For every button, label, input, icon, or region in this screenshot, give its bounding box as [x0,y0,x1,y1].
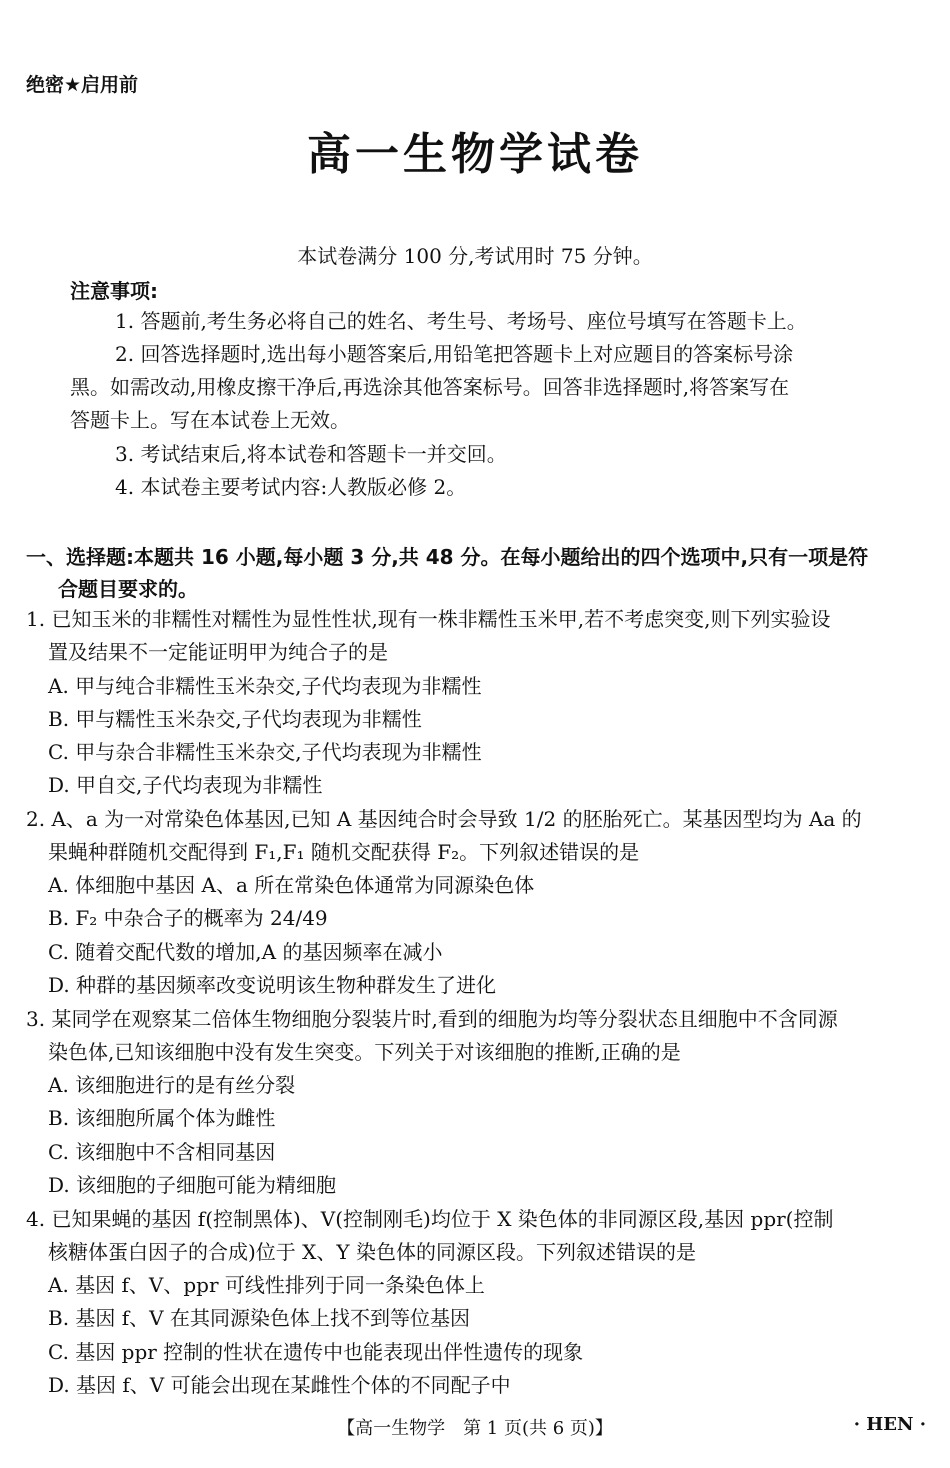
question-4-stem-cont: 核糖体蛋白因子的合成)位于 X、Y 染色体的同源区段。下列叙述错误的是 [48,1240,696,1264]
question-3-stem: 3. 某同学在观察某二倍体生物细胞分裂装片时,看到的细胞为均等分裂状态且细胞中不含同源 [26,1007,838,1031]
question-4-option-c: C. 基因 ppr 控制的性状在遗传中也能表现出伴性遗传的现象 [48,1340,584,1364]
notice-item-2-cont2: 答题卡上。写在本试卷上无效。 [70,408,350,432]
question-3-stem-cont: 染色体,已知该细胞中没有发生突变。下列关于对该细胞的推断,正确的是 [48,1040,681,1064]
question-1-stem-cont: 置及结果不一定能证明甲为纯合子的是 [48,640,388,664]
question-4-option-a: A. 基因 f、V、ppr 可线性排列于同一条染色体上 [48,1273,485,1297]
notice-item-1: 1. 答题前,考生务必将自己的姓名、考生号、考场号、座位号填写在答题卡上。 [115,309,807,333]
question-3-option-d: D. 该细胞的子细胞可能为精细胞 [48,1173,337,1197]
question-3-option-b: B. 该细胞所属个体为雌性 [48,1106,276,1130]
section-heading-cont: 合题目要求的。 [58,577,198,601]
question-1-option-c: C. 甲与杂合非糯性玉米杂交,子代均表现为非糯性 [48,740,482,764]
confidential-mark: 绝密★启用前 [26,74,139,96]
question-1-stem: 1. 已知玉米的非糯性对糯性为显性性状,现有一株非糯性玉米甲,若不考虑突变,则下列实验设 [26,607,831,631]
notice-heading: 注意事项: [70,279,158,303]
question-2-stem: 2. A、a 为一对常染色体基因,已知 A 基因纯合时会导致 1/2 的胚胎死亡。某基因型均为 Aa 的 [26,807,862,831]
exam-title: 高一生物学试卷 [307,129,643,180]
notice-item-4: 4. 本试卷主要考试内容:人教版必修 2。 [115,475,467,499]
section-heading: 一、选择题:本题共 16 小题,每小题 3 分,共 48 分。在每小题给出的四个选项中,只有一项是符 [26,545,869,569]
page-footer: 【高一生物学 第 1 页(共 6 页)】 [337,1418,613,1439]
question-3-option-c: C. 该细胞中不含相同基因 [48,1140,276,1164]
question-4-option-b: B. 基因 f、V 在其同源染色体上找不到等位基因 [48,1306,470,1330]
question-3-option-a: A. 该细胞进行的是有丝分裂 [48,1073,296,1097]
question-1-option-d: D. 甲自交,子代均表现为非糯性 [48,773,323,797]
notice-item-2-cont: 黑。如需改动,用橡皮擦干净后,再选涂其他答案标号。回答非选择题时,将答案写在 [70,375,790,399]
question-1-option-a: A. 甲与纯合非糯性玉米杂交,子代均表现为非糯性 [48,674,482,698]
footer-code: · HEN · [853,1414,926,1435]
notice-item-3: 3. 考试结束后,将本试卷和答题卡一并交回。 [115,442,507,466]
exam-subtitle: 本试卷满分 100 分,考试用时 75 分钟。 [297,244,653,268]
question-1-option-b: B. 甲与糯性玉米杂交,子代均表现为非糯性 [48,707,422,731]
question-2-option-b: B. F₂ 中杂合子的概率为 24/49 [48,906,328,930]
question-2-option-c: C. 随着交配代数的增加,A 的基因频率在减小 [48,940,443,964]
question-2-option-d: D. 种群的基因频率改变说明该生物种群发生了进化 [48,973,497,997]
question-2-option-a: A. 体细胞中基因 A、a 所在常染色体通常为同源染色体 [48,873,535,897]
question-4-option-d: D. 基因 f、V 可能会出现在某雌性个体的不同配子中 [48,1373,511,1397]
question-2-stem-cont: 果蝇种群随机交配得到 F₁,F₁ 随机交配获得 F₂。下列叙述错误的是 [48,840,640,864]
question-4-stem: 4. 已知果蝇的基因 f(控制黑体)、V(控制刚毛)均位于 X 染色体的非同源区段,基因 ppr(控制 [26,1207,834,1231]
notice-item-2: 2. 回答选择题时,选出每小题答案后,用铅笔把答题卡上对应题目的答案标号涂 [115,342,794,366]
